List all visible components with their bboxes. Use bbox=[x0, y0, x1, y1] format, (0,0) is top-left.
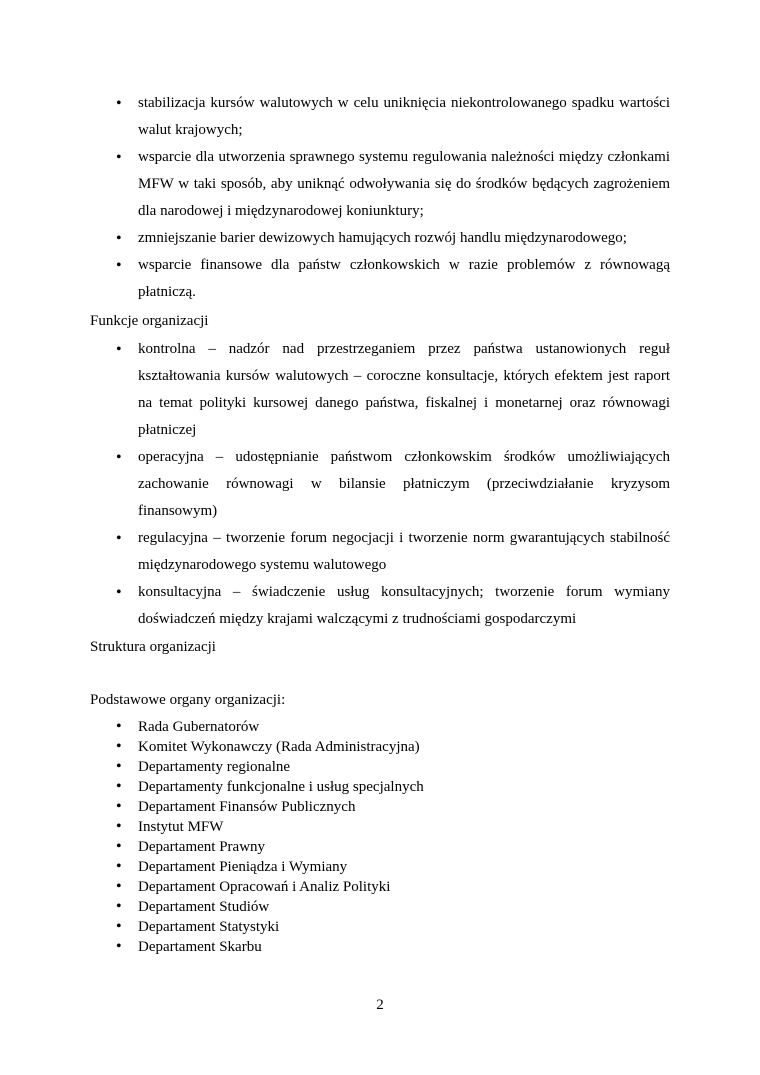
list-item: • kontrolna – nadzór nad przestrzeganiem przez państwa ustanowionych reguł kształtowania kursów walutowych – coroczne konsultacje, których efektem jest raport na temat polityki kursowej danego państwa, fiskalnej i monetarnej oraz równowagi płatniczej bbox=[90, 336, 670, 444]
list-item: • Komitet Wykonawczy (Rada Administracyjna) bbox=[90, 737, 670, 757]
organs-list bbox=[90, 717, 670, 957]
list-item: • Departament Opracowań i Analiz Polityki bbox=[90, 877, 670, 897]
list-item: • zmniejszanie barier dewizowych hamujących rozwój handlu międzynarodowego; bbox=[90, 225, 670, 252]
list-item: • operacyjna – udostępnianie państwom członkowskim środków umożliwiających zachowanie równowagi w bilansie płatniczym (przeciwdziałanie kryzysom finansowym) bbox=[90, 444, 670, 525]
list-item: • Departament Studiów bbox=[90, 897, 670, 917]
organs-heading: Podstawowe organy organizacji: bbox=[90, 692, 286, 708]
functions-heading: Funkcje organizacji bbox=[90, 313, 209, 329]
list-item: • Rada Gubernatorów bbox=[90, 717, 670, 737]
list-item: • konsultacyjna – świadczenie usług konsultacyjnych; tworzenie forum wymiany doświadczeń między krajami walczącymi z trudnościami gospodarczymi bbox=[90, 579, 670, 633]
list-item: • wsparcie dla utworzenia sprawnego systemu regulowania należności między członkami MFW w taki sposób, aby uniknąć odwoływania się do środków będących zagrożeniem dla narodowej i międzynarodowej koniunktury; bbox=[90, 144, 670, 225]
list-item: • Departament Finansów Publicznych bbox=[90, 797, 670, 817]
list-item: • Departament Statystyki bbox=[90, 917, 670, 937]
list-item: • Departament Pieniądza i Wymiany bbox=[90, 857, 670, 877]
list-item: • Departament Prawny bbox=[90, 837, 670, 857]
list-item: • Departamenty funkcjonalne i usług specjalnych bbox=[90, 777, 670, 797]
list-item: • Departamenty regionalne bbox=[90, 757, 670, 777]
list-item: • Instytut MFW bbox=[90, 817, 670, 837]
list-item: • stabilizacja kursów walutowych w celu uniknięcia niekontrolowanego spadku wartości walut krajowych; bbox=[90, 90, 670, 144]
page-number: 2 bbox=[376, 997, 384, 1013]
structure-heading: Struktura organizacji bbox=[90, 639, 216, 655]
list-item: • wsparcie finansowe dla państw członkowskich w razie problemów z równowagą płatniczą. bbox=[90, 252, 670, 306]
list-item: • regulacyjna – tworzenie forum negocjacji i tworzenie norm gwarantujących stabilność międzynarodowego systemu walutowego bbox=[90, 525, 670, 579]
goals-list bbox=[90, 90, 670, 306]
functions-list bbox=[90, 336, 670, 633]
list-item: • Departament Skarbu bbox=[90, 937, 670, 957]
